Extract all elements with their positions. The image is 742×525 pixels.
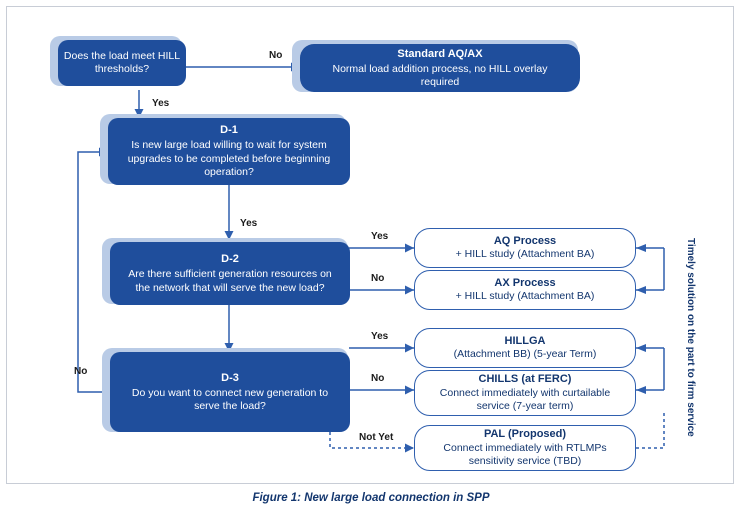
outcome-aq-text: + HILL study (Attachment BA) [455,248,595,261]
node-standard-text: Normal load addition process, no HILL overlay required [332,62,548,89]
outcome-chills[interactable] [414,370,636,416]
edge-label-d3-no: No [371,373,385,384]
node-d3-title: D-3 [221,371,239,384]
outcome-chills-title: CHILLS (at FERC) [478,373,572,386]
outcome-hillga[interactable] [414,328,636,368]
node-d3-text: Do you want to connect new generation to serve the load? [131,386,329,413]
node-standard-aq-ax[interactable] [300,44,580,92]
figure-caption: Figure 1: New large load connection in SPP [252,492,490,504]
outcome-hillga-title: HILLGA [504,335,546,348]
outcome-ax-title: AX Process [494,277,556,290]
edge-label-start-no: No [269,50,283,61]
edge-label-d1-no: No [74,366,88,377]
outcome-hillga-text: (Attachment BB) (5-year Term) [453,348,597,361]
node-standard-title: Standard AQ/AX [397,47,483,60]
outcome-ax-process[interactable] [414,270,636,310]
outcome-aq-process[interactable] [414,228,636,268]
node-start-text: Does the load meet HILL thresholds? [63,49,181,75]
node-d3[interactable] [110,352,350,432]
node-start[interactable] [58,40,186,86]
outcome-pal-text: Connect immediately with RTLMPs sensitivity service (TBD) [443,441,607,468]
outcome-ax-text: + HILL study (Attachment BA) [455,290,595,303]
edge-label-d2-no: No [371,273,385,284]
node-d2[interactable] [110,242,350,305]
outcome-chills-text: Connect immediately with curtailable service (7-year term) [439,386,611,413]
edge-label-d3-not-yet: Not Yet [359,432,394,443]
outcome-aq-title: AQ Process [493,235,557,248]
edge-label-d1-yes: Yes [240,218,258,229]
edge-label-d3-yes: Yes [371,331,389,342]
node-d2-text: Are there sufficient generation resources on the network that will serve the new load? [128,268,332,294]
edge-label-timely-solution: Timely solution on the part to firm service [685,238,696,437]
node-d1-text: Is new large load willing to wait for system upgrades to be completed before beginning operation? [127,139,331,179]
node-d1-title: D-1 [220,124,238,137]
outcome-pal-title: PAL (Proposed) [483,428,567,441]
node-d1[interactable] [108,118,350,185]
edge-label-d2-yes: Yes [371,231,389,242]
node-d2-title: D-2 [221,253,239,266]
outcome-pal[interactable] [414,425,636,471]
edge-label-start-yes: Yes [152,98,170,109]
